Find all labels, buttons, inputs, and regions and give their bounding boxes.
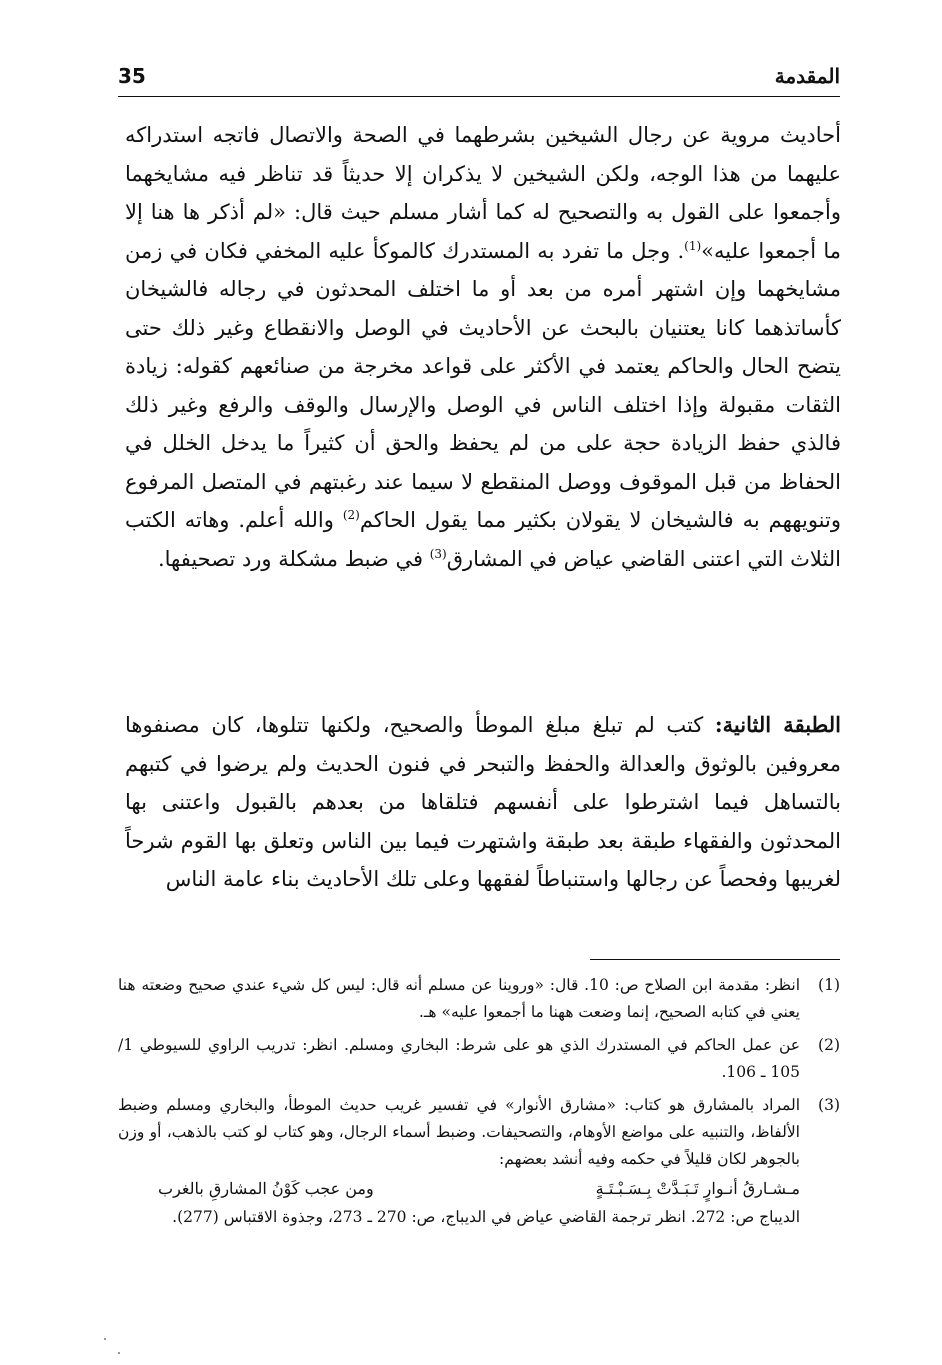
footnote-3 (118, 1092, 840, 1231)
paragraph-1-part-1: أحاديث مروية عن رجال الشيخين بشرطهما في الصحة والاتصال فاتجه استدراكه عليهما من هذا الوجه، ولكن الشيخين لا يذكران إلا حديثاً قد تناظر فيه مشايخهما وأجمعوا على القول به والتصحيح له كما أشار مسلم حيث قال: «لم أذكر ها هنا إلا ما أجمعوا عليه» (125, 123, 842, 263)
footnote-ref-2: (2) (342, 508, 360, 522)
page-number: 35 (118, 64, 146, 88)
footnote-number: (1) (818, 976, 840, 994)
section-lead: الطبقة الثانية: (714, 712, 841, 737)
footnote-separator (590, 959, 840, 960)
footnote-ref-3: (3) (429, 546, 447, 561)
footnote-text: انظر: مقدمة ابن الصلاح ص: 10. قال: «وروينا عن مسلم أنه قال: ليس كل شيء عندي صحيح وضعته هنا يعني في كتابه الصحيح، إنما وضعت ههنا ما أجمعوا عليه» هـ. (118, 976, 800, 1021)
paragraph-1-part-3: والله أعلم. وهاته الكتب الثلاث التي اعتنى القاضي عياض في المشارق (125, 508, 841, 571)
verse-second-hemistich: ومن عجب كَوْنُ المشارقِ بالغرب (158, 1179, 374, 1198)
paragraph-2 (125, 706, 841, 899)
footnote-number: (3) (818, 1096, 840, 1114)
paragraph-1 (125, 116, 841, 578)
footnote-text-continued: الديباج ص: 272. انظر ترجمة القاضي عياض في الديباج، ص: 270 ـ 273، وجذوة الاقتباس (277). (172, 1208, 800, 1226)
verse-line (118, 1173, 800, 1204)
verse-first-hemistich: مـشـارقُ أنـوارٍ تَـبَـدَّتْ بِـسَـبْـتَـةٍ (595, 1179, 800, 1198)
chapter-title: المقدمة (774, 64, 840, 88)
header-rule (118, 96, 840, 97)
footnote-text: المراد بالمشارق هو كتاب: «مشارق الأنوار» في تفسير غريب حديث الموطأ، والبخاري ومسلم وضبط الألفاظ، والتنبيه على مواضع الأوهام، والتصحيفات. وضبط أسماء الرجال، وهو كتاب لو كتب بالذهب، أو وزن بالجوهر لكان قليلاً في حكمه وفيه أنشد بعضهم: (118, 1096, 800, 1168)
running-header (118, 58, 840, 88)
footnote-ref-1: (1) (684, 238, 702, 253)
footnote-2 (118, 1032, 840, 1086)
paragraph-1-part-2: . وجل ما تفرد به المستدرك كالموكأ عليه المخفي فكان في زمن مشايخهما وإن اشتهر أمره من بعد أو ما اختلف المحدثون في رجاله فالشيخان كأساتذهما كانا يعتنيان بالبحث عن الأحاديث في الوصل والانقطاع وغير ذلك حتى يتضح الحال والحاكم يعتمد في الأكثر على قواعد مخرجة من صنائعهم كقوله: زيادة الثقات مقبولة وإذا اختلف الناس في الوصل والإرسال والوقف والرفع وغير ذلك فالذي حفظ الزيادة حجة على من لم يحفظ والحق أن كثيراً ما يدخل الخلل في الحفاظ من قبل الموقوف ووصل المنقطع لا سيما عند رغبتهم في المتصل المرفوع وتنويههم به فالشيخان لا يقولان بكثير مما يقول الحاكم (125, 238, 841, 532)
footnote-text: عن عمل الحاكم في المستدرك الذي هو على شرط: البخاري ومسلم. انظر: تدريب الراوي للسيوطي 1/ 105 ـ 106. (118, 1036, 800, 1081)
paragraph-1-part-4: في ضبط مشكلة ورد تصحيفها. (157, 546, 430, 571)
paragraph-2-text: كتب لم تبلغ مبلغ الموطأ والصحيح، ولكنها تتلوها، كان مصنفوها معروفين بالوثوق والعدالة والحفظ والتبحر في فنون الحديث ولم يرضوا في كتبهم بالتساهل فيما اشترطوا على أنفسهم فتلقاها من بعدهم بالقبول واعتنى بها المحدثون والفقهاء طبقة بعد طبقة واشتهرت فيما بين الناس وتعلق بها القوم شرحاً لغريبها وفحصاً عن رجالها واستنباطاً لفقهها وعلى تلك الأحاديث بناء عامة الناس (125, 713, 841, 891)
footnotes (118, 972, 840, 1237)
footnote-1 (118, 972, 840, 1026)
scan-speck (104, 1338, 106, 1340)
footnote-number: (2) (818, 1036, 840, 1054)
scan-speck (118, 1352, 120, 1354)
